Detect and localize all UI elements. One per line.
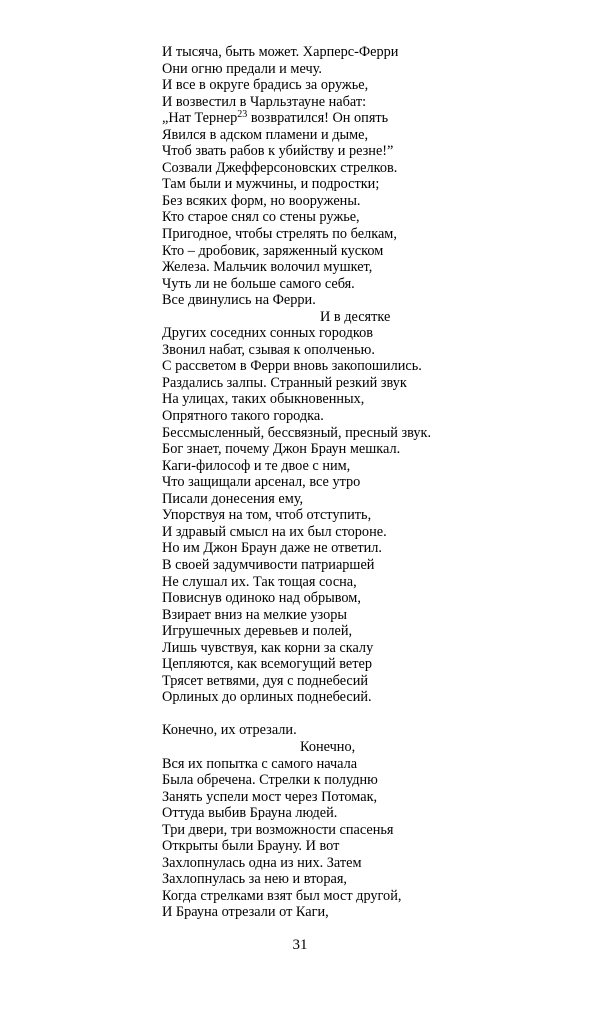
poem-line: Но им Джон Браун даже не ответил. (162, 540, 382, 557)
page-number: 31 (292, 937, 308, 953)
poem-line: Бог знает, почему Джон Браун мешкал. (162, 441, 401, 458)
poem-line: Каги-философ и те двое с ним, (162, 457, 351, 474)
poem-line: Упорствуя на том, чтоб отступить, (162, 507, 372, 524)
poem-line: Чтоб звать рабов к убийству и резне!” (162, 143, 394, 160)
poem-line: Других соседних сонных городков (162, 325, 373, 342)
poem-line: Бессмысленный, бессвязный, пресный звук. (162, 424, 432, 441)
poem-line: Раздались залпы. Странный резкий звук (162, 374, 407, 391)
poem-line: Пригодное, чтобы стрелять по белкам, (162, 226, 397, 243)
poem-line: Конечно, их отрезали. (162, 722, 297, 739)
poem-line-end: возвратился! Он опять (247, 110, 389, 127)
poem-line: Три двери, три возможности спасенья (162, 821, 394, 838)
poem-line: Взирает вниз на мелкие узоры (162, 606, 348, 623)
poem-line: Когда стрелками взят был мост другой, (162, 887, 402, 904)
poem-line: Открыты были Брауну. И вот (162, 838, 340, 855)
poem-line: Захлопнулась за нею и вторая, (162, 871, 347, 888)
stanza-break (162, 706, 562, 723)
poem-line: Не слушал их. Так тощая сосна, (162, 573, 357, 590)
poem-line: Кто старое снял со стены ружье, (162, 209, 360, 226)
poem-line: И здравый смысл на их был стороне. (162, 523, 387, 540)
poem-line: Захлопнулась одна из них. Затем (162, 854, 362, 871)
poem-line: И все в округе брадись за оружье, (162, 77, 369, 94)
poem-line: И возвестил в Чарльзтауне набат: (162, 93, 367, 110)
poem-line (162, 110, 562, 127)
poem-line: Оттуда выбив Брауна людей. (162, 805, 338, 822)
poem-line: Была обречена. Стрелки к полудню (162, 772, 378, 789)
poem-line: Там были и мужчины, и подростки; (162, 176, 380, 193)
poem-line: И Брауна отрезали от Каги, (162, 904, 329, 921)
poem-line: Лишь чувствуя, как корни за скалу (162, 639, 374, 656)
poem-line: Все двинулись на Ферри. (162, 292, 316, 309)
poem-line: Цепляются, как всемогущий ветер (162, 656, 372, 673)
poem-line: Трясет ветвями, дуя с поднебесий (162, 672, 369, 689)
poem-line: Чуть ли не больше самого себя. (162, 275, 355, 292)
poem-line: Писали донесения ему, (162, 490, 304, 507)
poem-line: Звонил набат, сзывая к ополченью. (162, 341, 375, 358)
poem-line: Повиснув одиноко над обрывом, (162, 590, 361, 607)
poem-line: Игрушечных деревьев и полей, (162, 623, 353, 640)
poem-line: Без всяких форм, но вооружены. (162, 192, 361, 209)
poem-line: Орлиных до орлиных поднебесий. (162, 689, 372, 706)
poem-line-indented: Конечно, (300, 738, 356, 755)
poem-line: Вся их попытка с самого начала (162, 755, 358, 772)
poem-line: Опрятного такого городка. (162, 408, 324, 425)
poem-line: Кто – дробовик, заряженный куском (162, 242, 384, 259)
poem-line: С рассветом в Ферри вновь закопошились. (162, 358, 422, 375)
footnote-reference[interactable]: 23 (237, 109, 248, 121)
poem-line: Занять успели мост через Потомак, (162, 788, 378, 805)
poem-line: И тысяча, быть может. Харперс-Ферри (162, 44, 399, 60)
poem-line-start: „Нат Тернер (162, 110, 238, 127)
poem-line: Они огню предали и мечу. (162, 60, 322, 77)
poem-line: Явился в адском пламени и дыме, (162, 126, 369, 143)
poem-line-indented: И в десятке (320, 308, 391, 325)
poem-text (162, 44, 562, 921)
poem-line: На улицах, таких обыкновенных, (162, 391, 365, 408)
poem-line: Железа. Мальчик волочил мушкет, (162, 259, 373, 276)
poem-line: Созвали Джефферсоновских стрелков. (162, 159, 398, 176)
poem-line: В своей задумчивости патриаршей (162, 556, 375, 573)
poem-line: Что защищали арсенал, все утро (162, 474, 361, 491)
